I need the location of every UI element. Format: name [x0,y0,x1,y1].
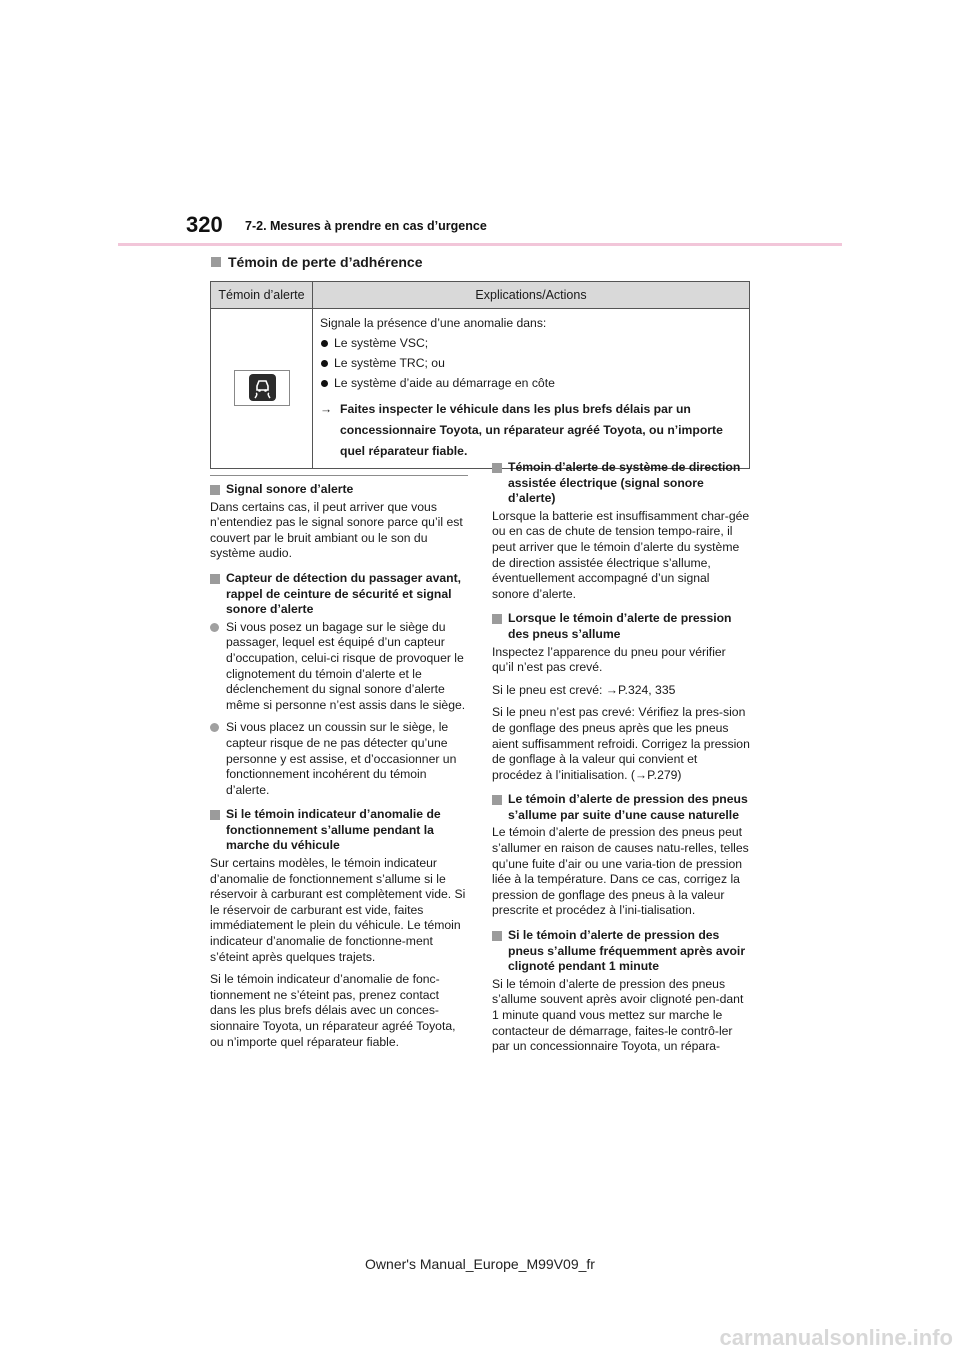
square-bullet-icon [210,810,220,820]
bullet-dot-icon [321,340,328,347]
subheading [492,611,750,642]
explanation-cell [313,309,750,469]
square-bullet-icon [211,257,221,267]
paragraph: Si le témoin d’alerte de pression des pneus s’allume souvent après avoir clignoté pen-dant 1 minute quand vous mettez sur marche le contacteur de démarrage, faites-le contrô-ler par un concessionnaire Toyota, un répara- [492,976,744,1054]
paragraph: Si le pneu n’est pas crevé: Vérifiez la pres-sion de gonflage des pneus après que les pneus aient suffisamment refroidi. Corrigez la pression de gonflage à la valeur qui convient et procédez à l’initialisation. (→P.279) [492,705,750,782]
paragraph: Si le témoin indicateur d’anomalie de fonc-tionnement ne s’éteint pas, prenez contact dans les plus brefs délais avec un conces-sionnaire Toyota, un réparateur agréé Toyota, ou n’importe quel réparateur fiable. [210,972,456,1049]
circle-bullet-icon [210,623,219,632]
square-bullet-icon [210,485,220,495]
square-bullet-icon [492,931,502,941]
subheading [492,928,750,975]
table-header-explanations: Explications/Actions [313,282,750,309]
subheading-text: Signal sonore d’alerte [226,482,354,496]
list-item [320,373,743,393]
action-text: Faites inspecter le véhicule dans les plus brefs délais par un concessionnaire Toyota, un réparateur agréé Toyota, ou n’importe quel réparateur fiable. [340,402,723,458]
subheading-text: Lorsque le témoin d’alerte de pression des pneus s’allume [508,611,732,641]
indicator-cell [211,309,313,469]
square-bullet-icon [492,463,502,473]
header-rule [118,243,842,246]
list-item-text: Si vous placez un coussin sur le siège, le capteur risque de ne pas détecter qu’une personne y est assise, et d’occasionner un fonctionnement incohérent du témoin d’alerte. [226,720,457,797]
subheading-text: Témoin d’alerte de système de direction assistée électrique (signal sonore d’alerte) [508,460,741,506]
list-item [210,620,468,714]
paragraph: Inspectez l’apparence du pneu pour vérifier qu’il n’est pas crevé. [492,644,726,675]
list-item [210,720,468,798]
warning-table [210,281,750,469]
section-header: 7-2. Mesures à prendre en cas d’urgence [245,219,487,233]
table-header-indicator: Témoin d’alerte [211,282,313,309]
subheading-text: Le témoin d’alerte de pression des pneus s’allume par suite d’une cause naturelle [508,792,748,822]
subheading [492,460,750,507]
explanation-intro: Signale la présence d’une anomalie dans: [320,316,547,330]
skid-indicator-icon [249,374,276,401]
left-column [210,475,468,1059]
watermark: carmanualsonline.info [719,1325,953,1350]
list-item [320,333,743,353]
list-item-text: Si vous posez un bagage sur le siège du passager, lequel est équipé d’un capteur d’occupation, celui-ci risque de provoquer le clignotement du témoin d’alerte et le déclenchement du signal sonore d’alerte même si personne n’est assis dans le siège. [226,619,466,712]
action-instruction [320,399,743,462]
section-passenger-sensor [210,571,468,798]
subheading-text: Si le témoin d’alerte de pression des pneus s’allume fréquemment après avoir clignoté pendant 1 minute [508,928,746,974]
table-row [211,309,750,469]
bullet-dot-icon [321,360,328,367]
subheading [210,482,468,498]
right-column [492,460,750,1064]
icon-frame [234,370,290,406]
square-bullet-icon [492,795,502,805]
section-tire-pressure-on [492,611,750,783]
circle-bullet-icon [210,723,219,732]
subheading [210,571,468,618]
paragraph: Dans certains cas, il peut arriver que vous n’entendiez pas le signal sonore parce qu’il est couvert par le bruit ambiant ou le son du système audio. [210,499,463,561]
section-malfunction-indicator [210,807,468,1050]
paragraph: Lorsque la batterie est insuffisamment char-gée ou en cas de chute de tension tempo-raire, il peut arriver que le témoin d’alerte du système de direction assistée électrique s’allume, éventuellement accompagné d’un signal sonore d’alerte. [492,508,750,601]
column-rule [210,475,468,476]
square-bullet-icon [492,614,502,624]
paragraph: Sur certains modèles, le témoin indicateur d’anomalie de fonctionnement s’allume si le réservoir à carburant est complètement vide. Si le réservoir de carburant est vide, faites immédiatement le plein du véhicule. Le témoin indicateur d’anomalie de fonctionne-ment s’éteint après quelques trajets. [210,856,466,964]
list-item-text: Le système VSC; [334,336,429,350]
main-heading [211,254,423,270]
list-item-text: Le système d’aide au démarrage en côte [334,376,555,390]
main-heading-text: Témoin de perte d’adhérence [228,254,423,270]
list-item-text: Le système TRC; ou [334,356,445,370]
subheading-text: Si le témoin indicateur d’anomalie de fonctionnement s’allume pendant la marche du véhicule [226,807,441,853]
section-tire-pressure-natural [492,792,750,919]
subheading [210,807,468,854]
subheading-text: Capteur de détection du passager avant, rappel de ceinture de sécurité et signal sonore d’alerte [226,570,462,617]
table-header-row [211,282,750,309]
section-power-steering [492,460,750,602]
arrow-right-icon: → [320,402,333,416]
paragraph: Si le pneu est crevé: →P.324, 335 [492,682,676,697]
page-number: 320 [186,212,223,237]
square-bullet-icon [210,574,220,584]
list-item [320,353,743,373]
section-audible-signal [210,482,468,562]
bullet-dot-icon [321,380,328,387]
subheading [492,792,750,823]
footer-manual-id: Owner's Manual_Europe_M99V09_fr [365,1256,595,1272]
section-tire-pressure-frequent [492,928,750,1055]
paragraph: Le témoin d’alerte de pression des pneus peut s’allumer en raison de causes natu-relles, telles qu’une fuite d’air ou une varia-tion de pression liée à la température. Dans ce cas, corrigez la pression de gonflage des pneus à la valeur prescrite et procédez à l’ini-tialisation. [492,825,749,918]
